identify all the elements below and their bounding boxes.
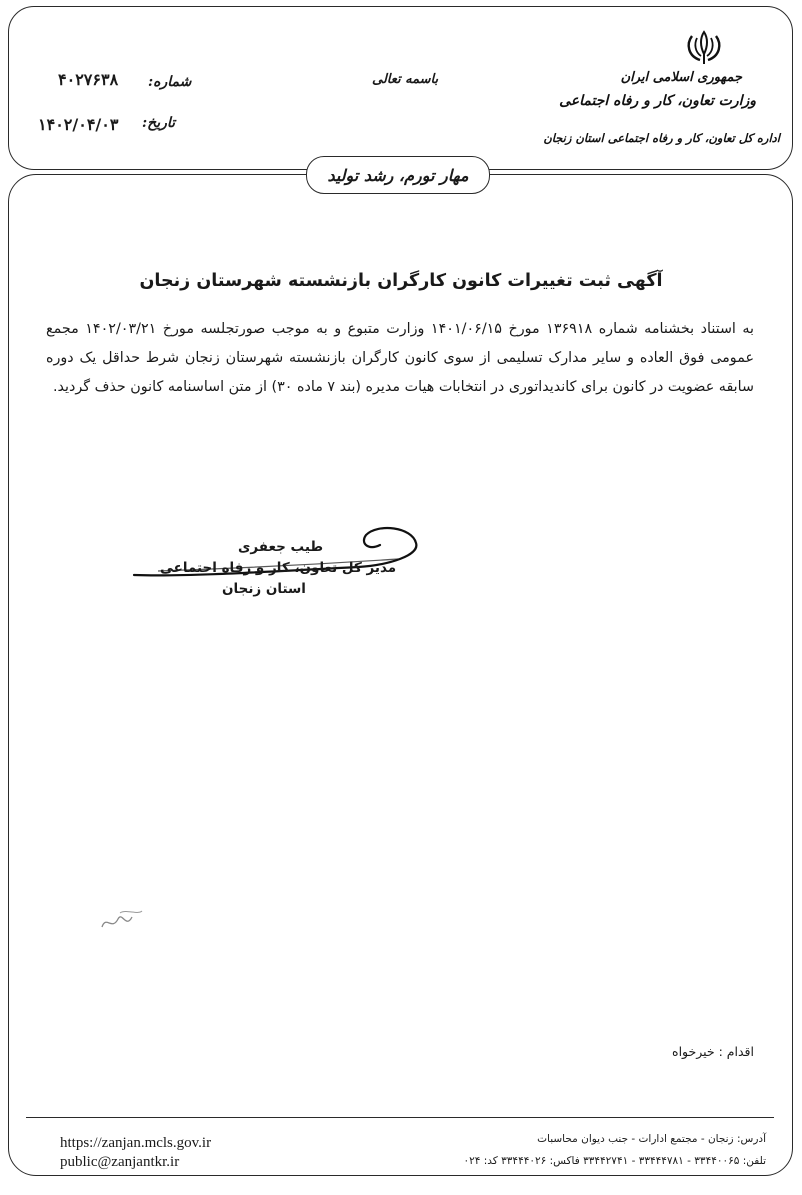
notice-body: به استناد بخشنامه شماره ۱۳۶۹۱۸ مورخ ۱۴۰۱/۰۶/۱۵ وزارت متبوع و به موجب صورتجلسه مورخ ۱۴۰۲/۰۳/۲۱ مجمع عمومی فوق العاده و سایر مدارک تسلیمی از سوی کانون کارگران بازنشسته شهرستان زنجان شرط حداقل یک دوره سابقه عضویت در کانون برای کاندیداتوری در انتخابات هیات مدیره (بند ۷ ماده ۳۰) از متن اساسنامه کانون حذف گردید. bbox=[46, 321, 755, 395]
letter-date-value: ۱۴۰۲/۰۴/۰۳ bbox=[38, 115, 119, 134]
letter-date-label: تاریخ: bbox=[142, 115, 176, 131]
letter-number-value: ۴۰۲۷۶۳۸ bbox=[58, 70, 119, 89]
signer-name: طیب جعفری bbox=[238, 539, 324, 555]
footer-address: آدرس: زنجان - مجتمع ادارات - جنب دیوان محاسبات bbox=[537, 1133, 766, 1145]
signer-title: مدیر کل تعاون، کار و رفاه اجتماعی bbox=[160, 560, 397, 576]
action-note: اقدام : خیرخواه bbox=[672, 1044, 754, 1059]
email-link[interactable]: public@zanjantkr.ir bbox=[60, 1154, 180, 1170]
notice-title: آگهی ثبت تغییرات کانون کارگران بازنشسته شهرستان زنجان bbox=[139, 271, 663, 291]
letterhead-frame bbox=[8, 6, 793, 170]
website-link[interactable]: https://zanjan.mcls.gov.ir bbox=[60, 1135, 212, 1151]
letter-number-label: شماره: bbox=[148, 74, 192, 90]
iran-emblem-icon bbox=[684, 30, 724, 66]
footer-phones: تلفن: ۳۳۴۴۰۰۶۵ - ۳۳۴۴۴۷۸۱ - ۳۳۴۴۲۷۴۱ فاکس: ۳۳۴۴۴۰۲۶ کد: ۰۲۴ bbox=[463, 1155, 766, 1167]
org-name-line1: جمهوری اسلامی ایران bbox=[620, 70, 742, 85]
org-name-line3: اداره کل تعاون، کار و رفاه اجتماعی استان زنجان bbox=[543, 131, 780, 145]
footer-divider bbox=[26, 1117, 774, 1118]
slogan-banner: مهار تورم، رشد تولید bbox=[306, 156, 490, 194]
signer-province: استان زنجان bbox=[222, 581, 306, 597]
org-name-line2: وزارت تعاون، کار و رفاه اجتماعی bbox=[559, 93, 756, 109]
ink-scribble-mark bbox=[98, 905, 148, 937]
basmala: باسمه تعالی bbox=[372, 72, 439, 87]
